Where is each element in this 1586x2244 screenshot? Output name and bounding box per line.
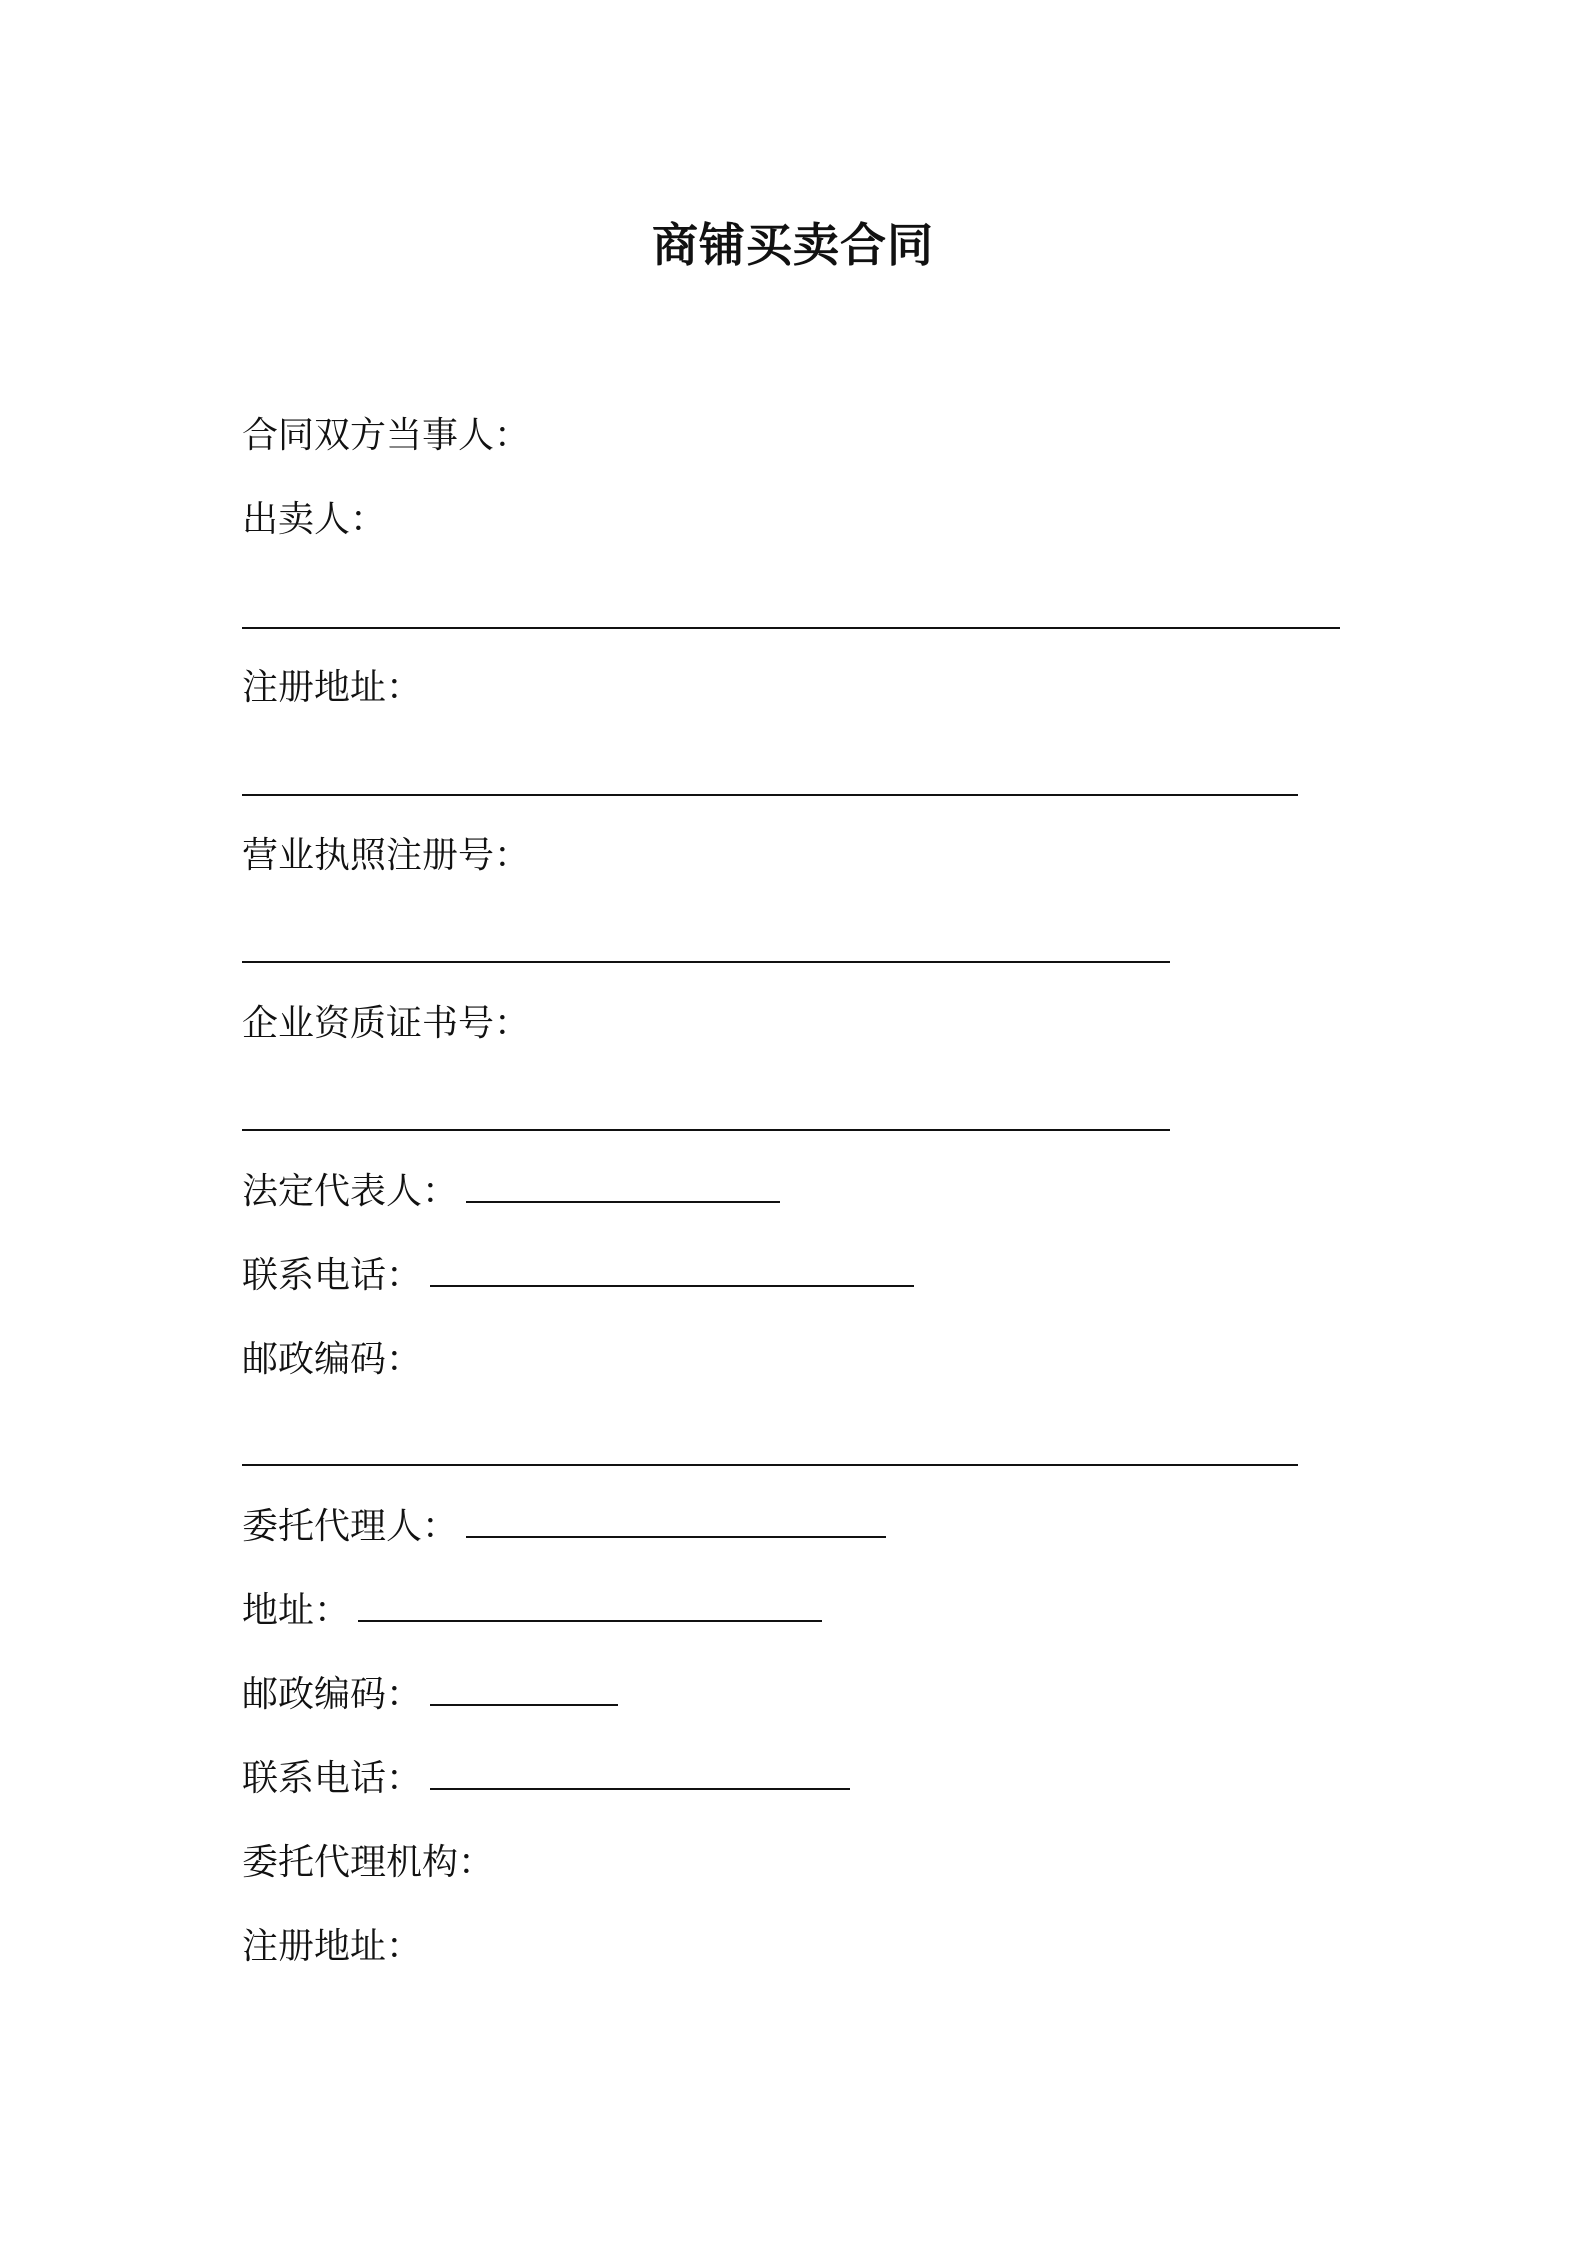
authorized-agent-label: 委托代理人：	[242, 1506, 459, 1547]
registered-address-blank[interactable]	[242, 794, 1298, 796]
legal-representative-label: 法定代表人：	[242, 1171, 459, 1212]
postal-code-blank[interactable]	[242, 1464, 1298, 1466]
agency-label: 委托代理机构：	[242, 1842, 495, 1883]
qualification-cert-blank[interactable]	[242, 1129, 1170, 1131]
legal-representative-blank[interactable]	[466, 1171, 780, 1203]
business-license-label: 营业执照注册号：	[242, 835, 531, 876]
authorized-agent-line	[242, 1503, 886, 1551]
agent-phone-label: 联系电话：	[242, 1758, 423, 1799]
legal-representative-line	[242, 1168, 780, 1216]
agent-postal-code-line	[242, 1671, 618, 1719]
agent-phone-line	[242, 1755, 850, 1803]
address-line	[242, 1587, 822, 1635]
seller-label: 出卖人：	[242, 499, 387, 540]
phone-label: 联系电话：	[242, 1255, 423, 1296]
business-license-blank[interactable]	[242, 961, 1170, 963]
agent-postal-code-label: 邮政编码：	[242, 1674, 423, 1715]
document-title: 商铺买卖合同	[652, 218, 934, 272]
agent-postal-code-blank[interactable]	[430, 1674, 618, 1706]
phone-line	[242, 1252, 914, 1300]
postal-code-label: 邮政编码：	[242, 1339, 423, 1380]
authorized-agent-blank[interactable]	[466, 1506, 886, 1538]
address-blank[interactable]	[358, 1590, 822, 1622]
parties-label: 合同双方当事人：	[242, 415, 531, 456]
agent-phone-blank[interactable]	[430, 1758, 850, 1790]
agency-registered-address-label: 注册地址：	[242, 1926, 423, 1967]
registered-address-label: 注册地址：	[242, 667, 423, 708]
qualification-cert-label: 企业资质证书号：	[242, 1003, 531, 1044]
seller-blank[interactable]	[242, 627, 1340, 629]
phone-blank[interactable]	[430, 1255, 914, 1287]
address-label: 地址：	[242, 1590, 351, 1631]
